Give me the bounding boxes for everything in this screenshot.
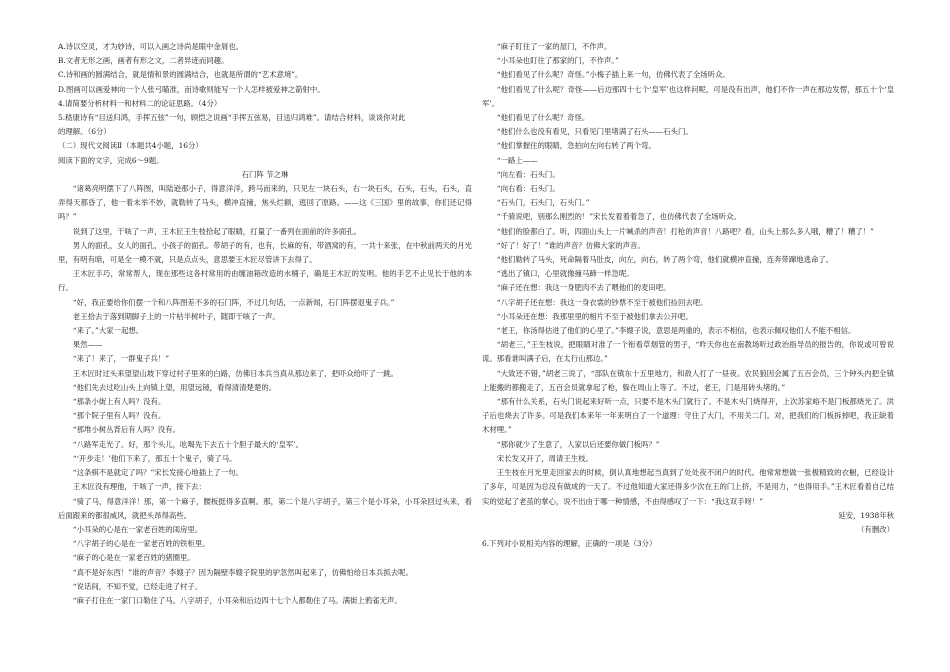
story-paragraph: 王木匠手巧，常常帮人，现在那些这各村常用的由缠油箱改造的水桶子，确是王木匠的发明。他的手艺不止见长于他的本行。 [58,269,472,293]
story-paragraph: 宋长发又开了，周请王生枝。 [496,453,593,463]
story-paragraph: “来了。”大家一起想。 [72,326,144,336]
story-paragraph: “他们什么也没有看见，只看见门里堵满了石头——石头门。 [496,127,693,137]
story-paragraph: “那堆小树丛背后有人吗？没有。 [72,425,181,435]
story-paragraph: “千骑说吧，别那么刚烈的！”宋长发着着着急了，也仿佛代表了全场听众。 [496,212,741,222]
question-5-line1: 5.嵇康诗有“目送归鸿，手挥五弦”一句，顾恺之说画“手挥五弦易，目送归鸿难”。请结合材料，谈谈你对此 [58,113,406,123]
story-paragraph: “麻子盯住了一家的屋门，不作声。 [496,42,612,51]
option-c: C.诗和画的圆满结合，就是情和景的圆满结合，也就是所谓的“艺术意境”。 [58,70,303,80]
story-paragraph: “来了！来了，一群鬼子兵！” [72,354,170,364]
story-paragraph: “好了！好了！”谁的声音？仿佛大家的声音。 [496,240,645,250]
question-4: 4.请简要分析材料一和材料二的论证思路。（4分） [58,98,222,108]
story-paragraph: “那条小街上有人吗？没有。 [72,397,166,407]
story-paragraph: 老王拾去于落到期脚子上的一片枯半树叶子，随即干咳了一声。 [72,311,280,321]
story-paragraph: “小耳朵也盯住了那家的门，不作声。” [496,56,619,66]
story-paragraph: “八路军走光了。好，那个头儿，吆喝先下去五十个胆子最大的‘皇军’。 [72,439,303,449]
story-paragraph: “那你就少了生意了，人家以后还要你做门板吗？” [496,439,660,449]
right-story-body [482,40,894,509]
story-paragraph: 王木匠没有理他，干咳了一声，接下去： [72,482,206,492]
left-column [58,40,472,608]
story-paragraph: “小耳朵还在想：我那里里的相片不至于被他们拿去公开吧。 [496,311,693,321]
story-paragraph: “‘开步走！’他们下来了，那五十个鬼子，骑了马。 [72,453,237,463]
story-paragraph: “向右看：石头门。 [496,184,560,194]
story-paragraph: “他们看见了什么呢？奇怪。”小梅子插上来一句，仿佛代表了全场听众。 [496,70,730,80]
story-paragraph: “逃出了镇口，心里就像撞马蹄一样急呢。 [496,269,634,279]
left-story-body [58,182,472,608]
story-paragraph: “麻子打住在一家门口勒住了马。八字胡子，小耳朵和后边四十七个人都勒住了马。满街上鸦雀无声。 [72,595,402,605]
story-paragraph: “老王，你汤得估进了他们的心里了。”李嫂子说，意思是两重的，表示不相信，也表示佩叹他们人不能不相信。 [496,326,856,336]
story-paragraph: “骑了马，得意洋洋！那，第一个麻子，腰板挺得多直啊。那，第二个是八字胡子，第三个是小耳朵，小耳朵回过头来，看后面跟来的都很威风，就把头昂得高些。 [58,496,472,520]
story-paragraph: 男人的面孔，女人的面孔，小孩子的面孔。带胡子的有，也有，长麻的有，带酒窝的有，一共十来张，在中秋前两天的月光里，有明有暗，可是全一模不就，只是点点头，意思要王木匠尽管讲下去得了。 [58,240,472,265]
story-paragraph: 王生枝在月光里走回家去的时候，倒认真地想起当真到了处处夜不闭户的时代。他常常想做一张极精致的衣橱，已经设计了多年，可是因为总没有做成的一天了。不过他知道大家还得多少次在王的门上挤，不是用力，“也得用手。”王木匠看着自己结实的觉起了老茧的掌心，说不出由于哪一种情感，不由得感叹了一下：“我这双手呀！” [482,468,894,506]
story-paragraph: 果然—— [72,340,103,350]
story-paragraph: 说到了这里，干咳了一声，王木匠王生枝拾起了眼睛，打量了一番列在面前的许多面孔。 [72,226,362,236]
story-paragraph: “麻子的心是在一家老百姓的猪圈里。 [72,553,195,563]
story-paragraph: “向左看：石头门。 [496,169,560,179]
story-paragraph: “他们看见了什么呢？奇怪。 [496,113,590,123]
section-heading: （二）现代文阅读Ⅱ（本题共4小题，16分） [58,141,203,151]
story-paragraph: “一路上—— [496,155,538,165]
story-paragraph: “这条棋不是就定了吗？”宋长发接心地插上了一句。 [72,468,243,478]
source-note: （有删改） [857,524,894,534]
story-paragraph: “好，我正要给你们摆一个和八阵图差不多的石门阵，不过几句话，一点新闻，石门阵摆退鬼子兵。” [72,297,395,307]
story-paragraph: “石头门，石头门，石头门。” [496,198,590,208]
story-paragraph: “大致还不错，”胡老三说了，“部队在镇东十五里地方，和敌人打了一昼夜。农民狼因会属了五百会员，三个钟头内把全镇上能搬的都搬走了，五百会员就拿起了枪，躲在周山上等了。不过，老王，门是用砖头堵的。” [482,368,894,392]
option-b: B.文者无形之画，画者有形之文，二者异迹而同趣。 [58,56,229,66]
story-paragraph: “诸葛亮明摆下了八阵图，叫陆逊那小子，得意洋洋，跨马而来的，只见左一块石头，右一块石头，石头，石头，石头，直弄得天都昏了，他一着未举不妙，就勒转了马头，横冲直撞，焦头烂额，逃回了原路。——这《三国》里的故事，你们还记得吗？” [58,184,472,222]
story-paragraph: “真不是好东西！”谁的声音？李嫂子？因为隔壁李嫂子院里的驴忽然叫起来了，仿佛怕给日本兵抓去呢。 [72,567,413,577]
story-paragraph: “八字胡子还在想：我这一身衣裳的钞票不至于被他们捡回去吧。 [496,297,708,307]
right-column [482,40,894,551]
story-paragraph: “麻子还在想：我这一身肥肉不去了喂他们的麦田吧。 [496,283,671,293]
option-d: D.图画可以画爱神向一个人张弓瞄准，而诗歌则能写一个人怎样被爱神之箭射中。 [58,84,325,94]
story-paragraph: “说话间，不知不觉，已经走进了村子。 [72,581,203,591]
story-paragraph: “那个院子里有人吗？没有。 [72,411,166,421]
story-paragraph: “他们先去过吃山头上向镇上望，用望远镜，看得清清楚楚的。 [72,382,277,392]
story-paragraph: “八字胡子的心是在一家老百姓的铁柜里。 [72,539,210,549]
story-paragraph: 王木匠时过头来望望山坡下穿过村子里来的白路，仿佛日本兵当真从那边来了，把吓众给吓了一跳。 [72,368,398,378]
option-a: A.诗以空灵，才为妙诗，可以入画之诗尚是眼中金屑也。 [58,42,244,51]
reading-instruction: 阅读下面的文字，完成6～9题。 [58,155,164,165]
story-paragraph: “他们勒转了马头，死命隔着马肚皮，向左，向右，转了两个弯，他们就横冲直撞，连奔带蹿地逃命了。 [496,255,834,265]
question-6: 6.下列对小说相关内容的理解，正确的一项是（3分） [482,539,657,549]
story-paragraph: “他们的脸都白了。听，四面山头上一片喊杀的声音！打枪的声音！八路吧？看，山头上那么多人哦，糟了！糟了！” [496,226,874,236]
story-paragraph: “胡老三，”王生枝说，把眼睛对准了一个衔看草烟管的男子，“昨天你也在南教场听过政治指导员的报告的，你说或可曾说谎。那看谁叫满子后，在太行山那边。” [482,340,894,364]
story-paragraph: “小耳朵的心是在一家老百姓的闺房里。 [72,524,203,534]
story-paragraph: “他们掌握住的眼睛，急拍向左向右转了两个弯。 [496,141,656,151]
story-title: 石门阵 节之琳 [241,169,289,179]
author-signature: 延安，1938年秋 [838,510,894,520]
story-paragraph: “他们看见了什么呢？奇怪——后边那四十七个‘皇军’也这样问呢，可是没有出声，他们不作一声在那边发愣，那五十个‘皇军’。 [482,84,894,108]
question-5-line2: 的理解。（6分） [58,127,111,137]
story-paragraph: “那有什么关系，石头门说起来好听一点，只要不是木头门就行了。不是木头门烧得开，上次苏家峪不是门板都烧光了。洪子后也烧去了许多。可是我们本来年一年来明白了一个道理：守住了大门，不用关二门。对，把我们的门板拆掉吧，我正缺着木材哩。” [482,397,894,435]
